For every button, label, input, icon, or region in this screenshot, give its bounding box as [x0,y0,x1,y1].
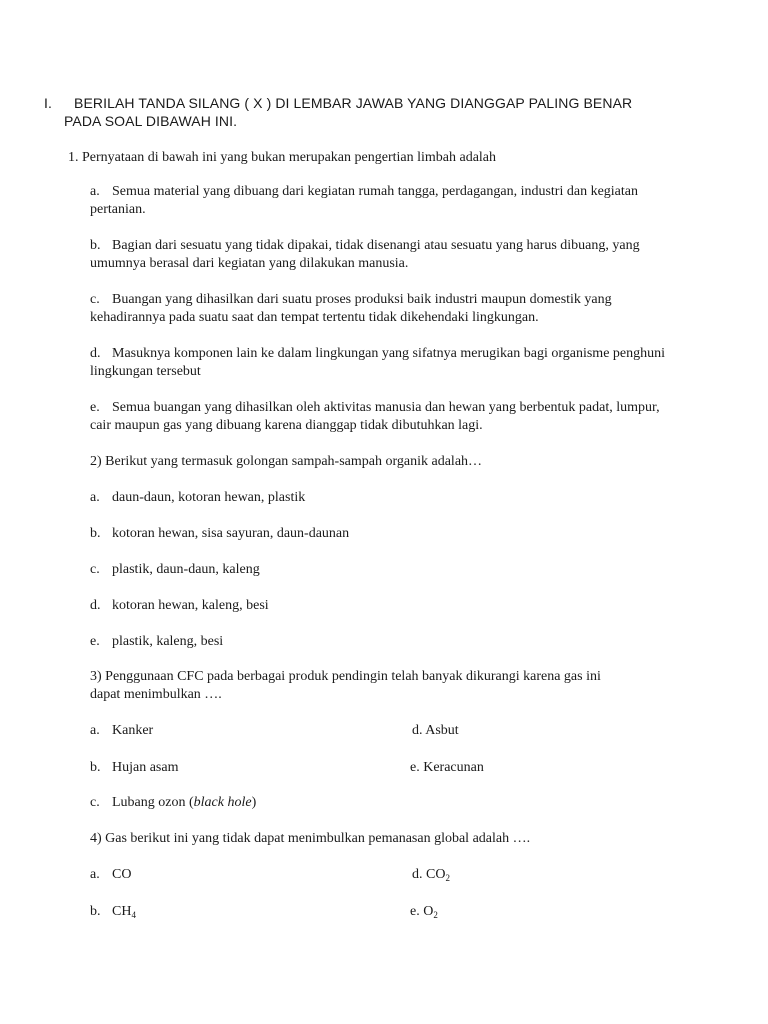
instruction-line-1: BERILAH TANDA SILANG ( X ) DI LEMBAR JAWAB YANG DIANGGAP PALING BENAR [74,95,633,111]
q4-option-d [412,866,450,887]
option-text: plastik, daun-daun, kaleng [112,562,260,577]
option-label: a. [90,184,100,199]
q2-option-a [90,489,680,507]
q3-option-e: e. Keracunan [410,760,484,775]
question-4: 4) Gas berikut ini yang tidak dapat menimbulkan pemanasan global adalah …. [90,831,531,846]
option-italic-text: black hole [193,795,252,810]
option-label: a. [90,723,100,738]
option-label: b. [90,904,101,919]
q1-option-d [90,345,680,381]
option-label: c. [90,292,100,307]
option-text: Buangan yang dihasilkan dari suatu proses produksi baik industri maupun domestik yang kehadirannya pada suatu saat dan tempat tertentu tidak dikehendaki lingkungan. [90,292,612,325]
q2-option-d [90,597,680,615]
option-text: d. CO [412,867,446,882]
q4-option-e [410,903,438,924]
q2-option-b [90,525,680,543]
option-text: Semua buangan yang dihasilkan oleh aktivitas manusia dan hewan yang berbentuk padat, lumpur, cair maupun gas yang dibuang karena dianggap tidak dibutuhkan lagi. [90,400,660,433]
option-label: e. [90,634,100,649]
q1-option-a [90,183,680,219]
q4-option-a [90,866,680,884]
option-text: Masuknya komponen lain ke dalam lingkungan yang sifatnya merugikan bagi organisme penghuni lingkungan tersebut [90,346,666,379]
option-text: Bagian dari sesuatu yang tidak dipakai, tidak disenangi atau sesuatu yang harus dibuang, yang umumnya berasal dari kegiatan yang dilakukan manusia. [90,238,640,271]
q3-option-b [90,759,680,777]
q4-option-b [90,903,680,924]
option-close-paren: ) [251,795,257,810]
question-3-line-1: 3) Penggunaan CFC pada berbagai produk pendingin telah banyak dikurangi karena gas ini [90,669,601,684]
question-3-line-2: dapat menimbulkan …. [90,687,222,702]
q3-option-a [90,722,680,740]
option-text: Lubang ozon ( [112,795,194,810]
option-text: kotoran hewan, sisa sayuran, daun-daunan [112,526,350,541]
q2-option-c [90,561,680,579]
option-label: c. [90,795,100,810]
subscript: 4 [131,910,136,920]
option-label: b. [90,238,101,253]
option-text: Kanker [112,723,154,738]
option-text: daun-daun, kotoran hewan, plastik [112,490,306,505]
option-label: d. [90,346,101,361]
subscript: 2 [433,910,438,920]
question-1: 1. Pernyataan di bawah ini yang bukan merupakan pengertian limbah adalah [68,150,497,165]
option-label: d. [90,598,101,613]
q3-option-c [90,794,680,812]
option-label: e. [90,400,100,415]
section-number: I. [44,95,52,111]
instruction-line-2: PADA SOAL DIBAWAH INI. [64,113,238,129]
q2-option-e [90,633,680,651]
option-text: plastik, kaleng, besi [112,634,224,649]
option-text: e. O [410,904,434,919]
option-label: c. [90,562,100,577]
q1-option-e [90,399,680,435]
option-label: a. [90,490,100,505]
option-text: CH [112,904,132,919]
option-text: kotoran hewan, kaleng, besi [112,598,269,613]
option-text: CO [112,867,132,882]
option-text: Hujan asam [112,760,179,775]
question-2: 2) Berikut yang termasuk golongan sampah-sampah organik adalah… [90,454,483,469]
option-label: b. [90,760,101,775]
option-label: b. [90,526,101,541]
option-text: Semua material yang dibuang dari kegiatan rumah tangga, perdagangan, industri dan kegiatan pertanian. [90,184,638,217]
q3-option-d: d. Asbut [412,723,459,738]
q1-option-b [90,237,680,273]
q1-option-c [90,291,680,327]
subscript: 2 [445,873,450,883]
option-label: a. [90,867,100,882]
